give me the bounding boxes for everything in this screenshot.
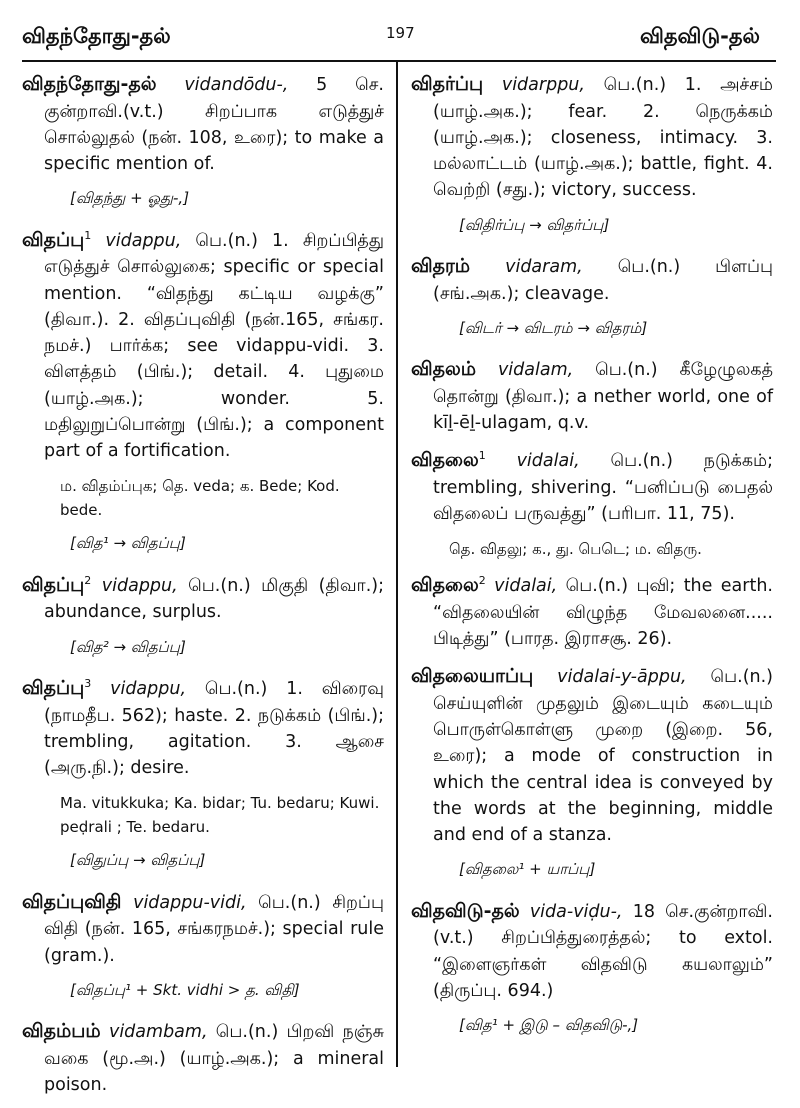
entry-definition: 18 செ.குன்றாவி. (v.t.) சிறப்பித்துரைத்தல்; to extol. “இளைஞர்கள் விதவிடு கயலாலும்” (திருப்பு. 694.) [433, 901, 773, 1001]
dictionary-entry [411, 662, 773, 848]
dictionary-entry [411, 571, 773, 652]
homograph-number: 2 [478, 574, 486, 588]
entry-cognates: Ma. vitukkuka; Ka. bidar; Tu. bedaru; Kuwi. peḍrali ; Te. bedaru. [60, 794, 380, 837]
entry-etymology: [வித² → விதப்பு] [70, 637, 186, 656]
entry-transliteration: vidalai-y-āppu, [557, 667, 687, 688]
entry-headword: விதப்புவிதி [22, 890, 122, 913]
entry-headword: விதம்பம் [22, 1020, 101, 1043]
entry-definition: பெ.(n.) பிளப்பு (சங்.அக.); cleavage. [433, 257, 773, 304]
entry-definition: பெ.(n.) கீழேழுலகத் தொன்று (திவா.); a nether world, one of kīḻ-ēḻ-ulagam, q.v. [433, 360, 773, 433]
entry-transliteration: vidandōdu-, [184, 75, 289, 95]
dictionary-entry [22, 70, 384, 177]
entry-transliteration: vidappu, [105, 230, 182, 251]
homograph-number: 2 [84, 573, 92, 587]
entry-headword: விதலையாப்பு [411, 665, 534, 688]
entry-definition: பெ.(n.) சிறப்பு விதி (நன். 165, சங்கரநமச்.); special rule (gram.). [44, 892, 384, 966]
entry-headword: விதப்பு [22, 677, 85, 699]
entry-transliteration: vidappu, [101, 575, 178, 596]
entry-definition: பெ.(n.) நடுக்கம்; trembling, shivering. “பனிப்படு பைதல் விதலைப் பருவத்து” (பரிபா. 11, 75). [433, 451, 773, 524]
homograph-number: 1 [478, 449, 486, 463]
entry-definition: பெ.(n.) 1. சிறப்பித்து எடுத்துச் சொல்லுகை; specific or special mention. “விதந்து கட்டிய வழக்கு” (திவா.). 2. விதப்புவிதி (நன்.165, சங்கர. நமச்.) பார்க்க; see vidappu-vidi. 3. விளத்தம் (பிங்.); detail. 4. புதுமை (யாழ்.அக.); wonder. 5. மதிலுறுப்பொன்று (பிங்.); a component part of a fortification. [44, 230, 384, 461]
dictionary-entry [411, 252, 773, 307]
guide-word-right: விதவிடு-தல் [639, 24, 760, 48]
page-number: 197 [386, 24, 415, 42]
entry-etymology: [விதிர்ப்பு → விதர்ப்பு] [459, 215, 610, 234]
entry-transliteration: vidalam, [497, 360, 574, 381]
entry-definition: பெ.(n.) செய்யுளின் முதலும் இடையும் கடையும் பொருள்கொள்ளு முறை (இறை. 56, உரை); a mode of construction in which the central idea is conveyed by the words at the beginning, middle and end of a stanza. [433, 667, 773, 845]
dictionary-entry [22, 674, 384, 781]
entry-headword: விதந்தோது-தல் [22, 73, 157, 95]
dictionary-entry [411, 446, 773, 527]
entry-cognates: ம. விதம்ப்புக; தெ. veda; க. Bede; Kod. bede. [60, 477, 340, 520]
column-divider [396, 62, 398, 1067]
entry-headword: விதவிடு-தல் [411, 899, 520, 922]
entry-transliteration: vidambam, [108, 1022, 208, 1043]
entry-etymology: [விதலை¹ + யாப்பு] [459, 860, 596, 879]
entry-etymology: [வித¹ + இடு – விதவிடு-,] [459, 1016, 639, 1034]
entry-headword: விதலம் [411, 358, 477, 381]
entry-definition: பெ.(n.) பிறவி நஞ்சு வகை (மூ.அ.) (யாழ்.அக.); a mineral poison. [44, 1022, 384, 1095]
entry-definition: பெ.(n.) புவி; the earth. “விதலையின் விழுந்த மேவலனை..... பிடித்து” (பாரத. இராசசூ. 26). [433, 576, 773, 649]
dictionary-entry [22, 571, 384, 626]
entry-etymology: [விதுப்பு → விதப்பு] [70, 851, 206, 870]
guide-word-left: விதந்தோது-தல் [22, 24, 171, 48]
page-header [0, 0, 800, 60]
entry-headword: விதப்பு [22, 573, 85, 596]
dictionary-entry [22, 226, 384, 465]
entry-transliteration: vida-viḍu-, [529, 901, 623, 922]
dictionary-entry [411, 70, 773, 204]
entry-headword: விதரம் [411, 255, 471, 277]
homograph-number: 1 [84, 228, 92, 242]
dictionary-entry [22, 1017, 384, 1098]
entry-transliteration: vidappu-vidi, [133, 892, 247, 913]
entry-headword: விதர்ப்பு [411, 73, 484, 95]
homograph-number: 3 [84, 677, 92, 691]
dictionary-entry [411, 897, 773, 1004]
entry-headword: விதலை [411, 574, 479, 597]
dictionary-entry [22, 888, 384, 969]
entry-transliteration: vidalai, [494, 576, 558, 597]
entry-definition: 5 செ. குன்றாவி.(v.t.) சிறப்பாக எடுத்துச் சொல்லுதல் (நன். 108, உரை); to make a specific mention of. [44, 75, 384, 174]
entry-definition: பெ.(n.) 1. அச்சம் (யாழ்.அக.); fear. 2. நெருக்கம் (யாழ்.அக.); closeness, intimacy. 3. மல்லாட்டம் (யாழ்.அக.); battle, fight. 4. வெற்றி (சது.); victory, success. [433, 75, 773, 201]
entry-transliteration: vidaram, [505, 257, 583, 277]
entry-headword: விதலை [411, 449, 479, 472]
header-rule [22, 60, 776, 62]
entry-etymology: [விதப்பு¹ + Skt. vidhi > த. விதி] [70, 980, 300, 999]
entry-transliteration: vidarppu, [501, 75, 585, 95]
entry-transliteration: vidalai, [516, 451, 580, 472]
entry-transliteration: vidappu, [110, 679, 187, 699]
entry-definition: பெ.(n.) 1. விரைவு (நாமதீப. 562); haste. 2. நடுக்கம் (பிங்.); trembling, agitation. 3. ஆசை (அரு.நி.); desire. [44, 679, 384, 778]
entry-headword: விதப்பு [22, 228, 85, 251]
entry-etymology: [வித¹ → விதப்பு] [70, 534, 186, 553]
entry-definition: பெ.(n.) மிகுதி (திவா.); abundance, surplus. [44, 575, 384, 623]
right-column [411, 70, 773, 1053]
entry-cognates: தெ. விதலு; க., து. பெடெ; ம. விதரு. [449, 540, 702, 559]
dictionary-entry [411, 355, 773, 436]
entry-etymology: [விடர் → விடரம் → விதரம்] [459, 318, 648, 337]
entry-etymology: [விதந்து + ஓது-,] [70, 189, 190, 208]
left-column [22, 70, 384, 1108]
